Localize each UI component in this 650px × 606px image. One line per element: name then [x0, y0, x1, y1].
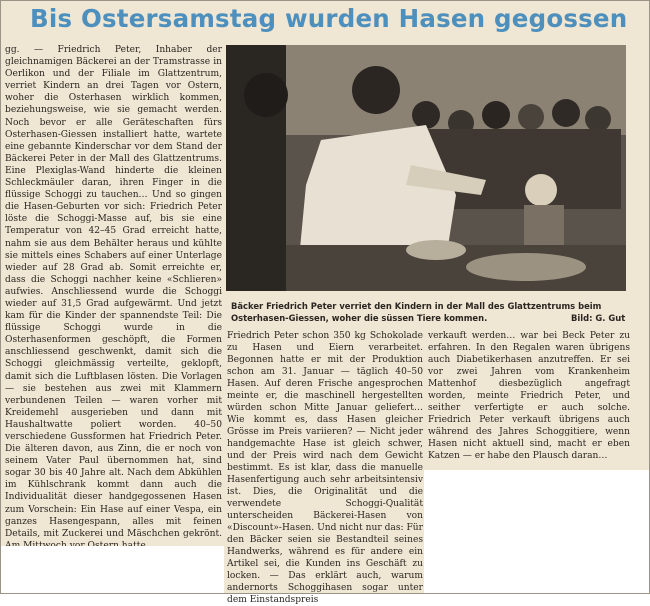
article-column-3: verkauft werden… war bei Beck Peter zu erfahren. In den Regalen waren übrigens auch Diabetikerhasen anzutreffen. Er sei vor zwei Jahren vom Krankenheim Mattenhof diesbezüglich angefragt worden, meinte Friedrich Peter, und seither verfertigte er auch solche. Friedrich Peter verkauft übrigens auch während des Jahres Schoggitiere, wenn Hasen nicht aktuell sind, macht er eben Katzen — er habe den Plausch daran… [428, 331, 630, 461]
scan-blank-bottom-right [424, 470, 650, 594]
scan-blank-bottom-left [0, 546, 224, 594]
article-photo [226, 45, 626, 291]
photo-credit: Bild: G. Gut [571, 313, 626, 323]
headline: Bis Ostersamstag wurden Hasen gegossen [30, 4, 628, 33]
photo-caption: Bäcker Friedrich Peter verriet den Kindern in der Mall des Glattzentrums beim Osterhasen-Giessen, woher die süssen Tiere kommen. [231, 301, 602, 323]
article-column-1: gg. — Friedrich Peter, Inhaber der gleichnamigen Bäckerei an der Tramstrasse in Oerlikon und der Filiale im Glattzentrum, verriet Kindern an drei Tagen vor Ostern, woher die Osterhasen wirklich kommen, beziehungsweise, wie sie gemacht werden. Noch bevor er alle Geräteschaften fürs Osterhasen-Giessen installiert hatte, wartete eine gebannte Kinderschar vor dem Stand der Bäckerei Peter in der Mall des Glattzentrums. Eine Plexiglas-Wand hinderte die kleinen Schleckmäuler daran, ihren Finger in die flüssige Schoggi zu tauchen… Und so gingen die Hasen-Geburten vor sich: Friedrich Peter löste die Schoggi-Masse auf, bis sie eine Temperatur von 42–45 Grad erreicht hatte, nahm sie aus dem Behälter heraus und kühlte sie mittels eines Schabers auf einer Unterlage wieder auf 28 Grad ab. Somit erreichte er, dass die Schoggi nachher keine «Schlieren» aufwies. Anschliessend wurde die Schoggi wieder auf 31,5 Grad aufgewärmt. Und jetzt kam für die Kinder der spannendste Teil: Die flüssige Schoggi wurde in die Osterhasenformen geschöpft, die Formen anschliessend geschwenkt, damit sich die Schoggi gleichmässig verteilte, geklopft, damit sich die Luftblasen lösten. Die Vorlagen — sie bestehen aus zwei mit Klammern verbundenen Teilen — waren vorher mit Kreidemehl ausgerieben und dann mit Haushaltwatte poliert worden. 40–50 verschiedene Gussformen hat Friedrich Peter. Die älteren davon, aus Zinn, die er noch von seinem Vater Paul übernommen hat, sind sogar 30 bis 40 Jahre alt. Nach dem Abkühlen im Kühlschrank kommt dann auch die Individualität dieser handgegossenen Hasen zum Vorschein: Ein Hase auf einer Vespa, ein ganzes Hasengespann, alles mit feinen Details, mit Zuckerei und Mäschchen gekrönt. [5, 45, 222, 539]
article-column-2: Friedrich Peter schon 350 kg Schokolade zu Hasen und Eiern verarbeitet. Begonnen hatte er mit der Produktion schon am 31. Januar — täglich 40–50 Hasen. Auf deren Frische angesprochen meinte er, die maschinell hergestellten würden schon Mitte Januar geliefert… Wie kommt es, dass Hasen gleicher Grösse im Preis variieren? — Nicht jeder handgemachte Hase ist gleich schwer, und der Preis wird nach dem Gewicht bestimmt. Es ist klar, dass die manuelle Hasenfertigung auch sehr arbeitsintensiv ist. Dies, die Originalität und die verwendete Schoggi-Qualität unterscheiden Bäckerei-Hasen von «Discount»-Hasen. Und nicht nur das: Für den Bäcker seien sie Bestandteil seines Handwerks, während es für andere ein Artikel sei, die Kunden ins Geschäft zu locken. — Das erklärt auch, warum andernorts Schoggihasen sogar unter dem Einstandspreis [227, 331, 423, 605]
